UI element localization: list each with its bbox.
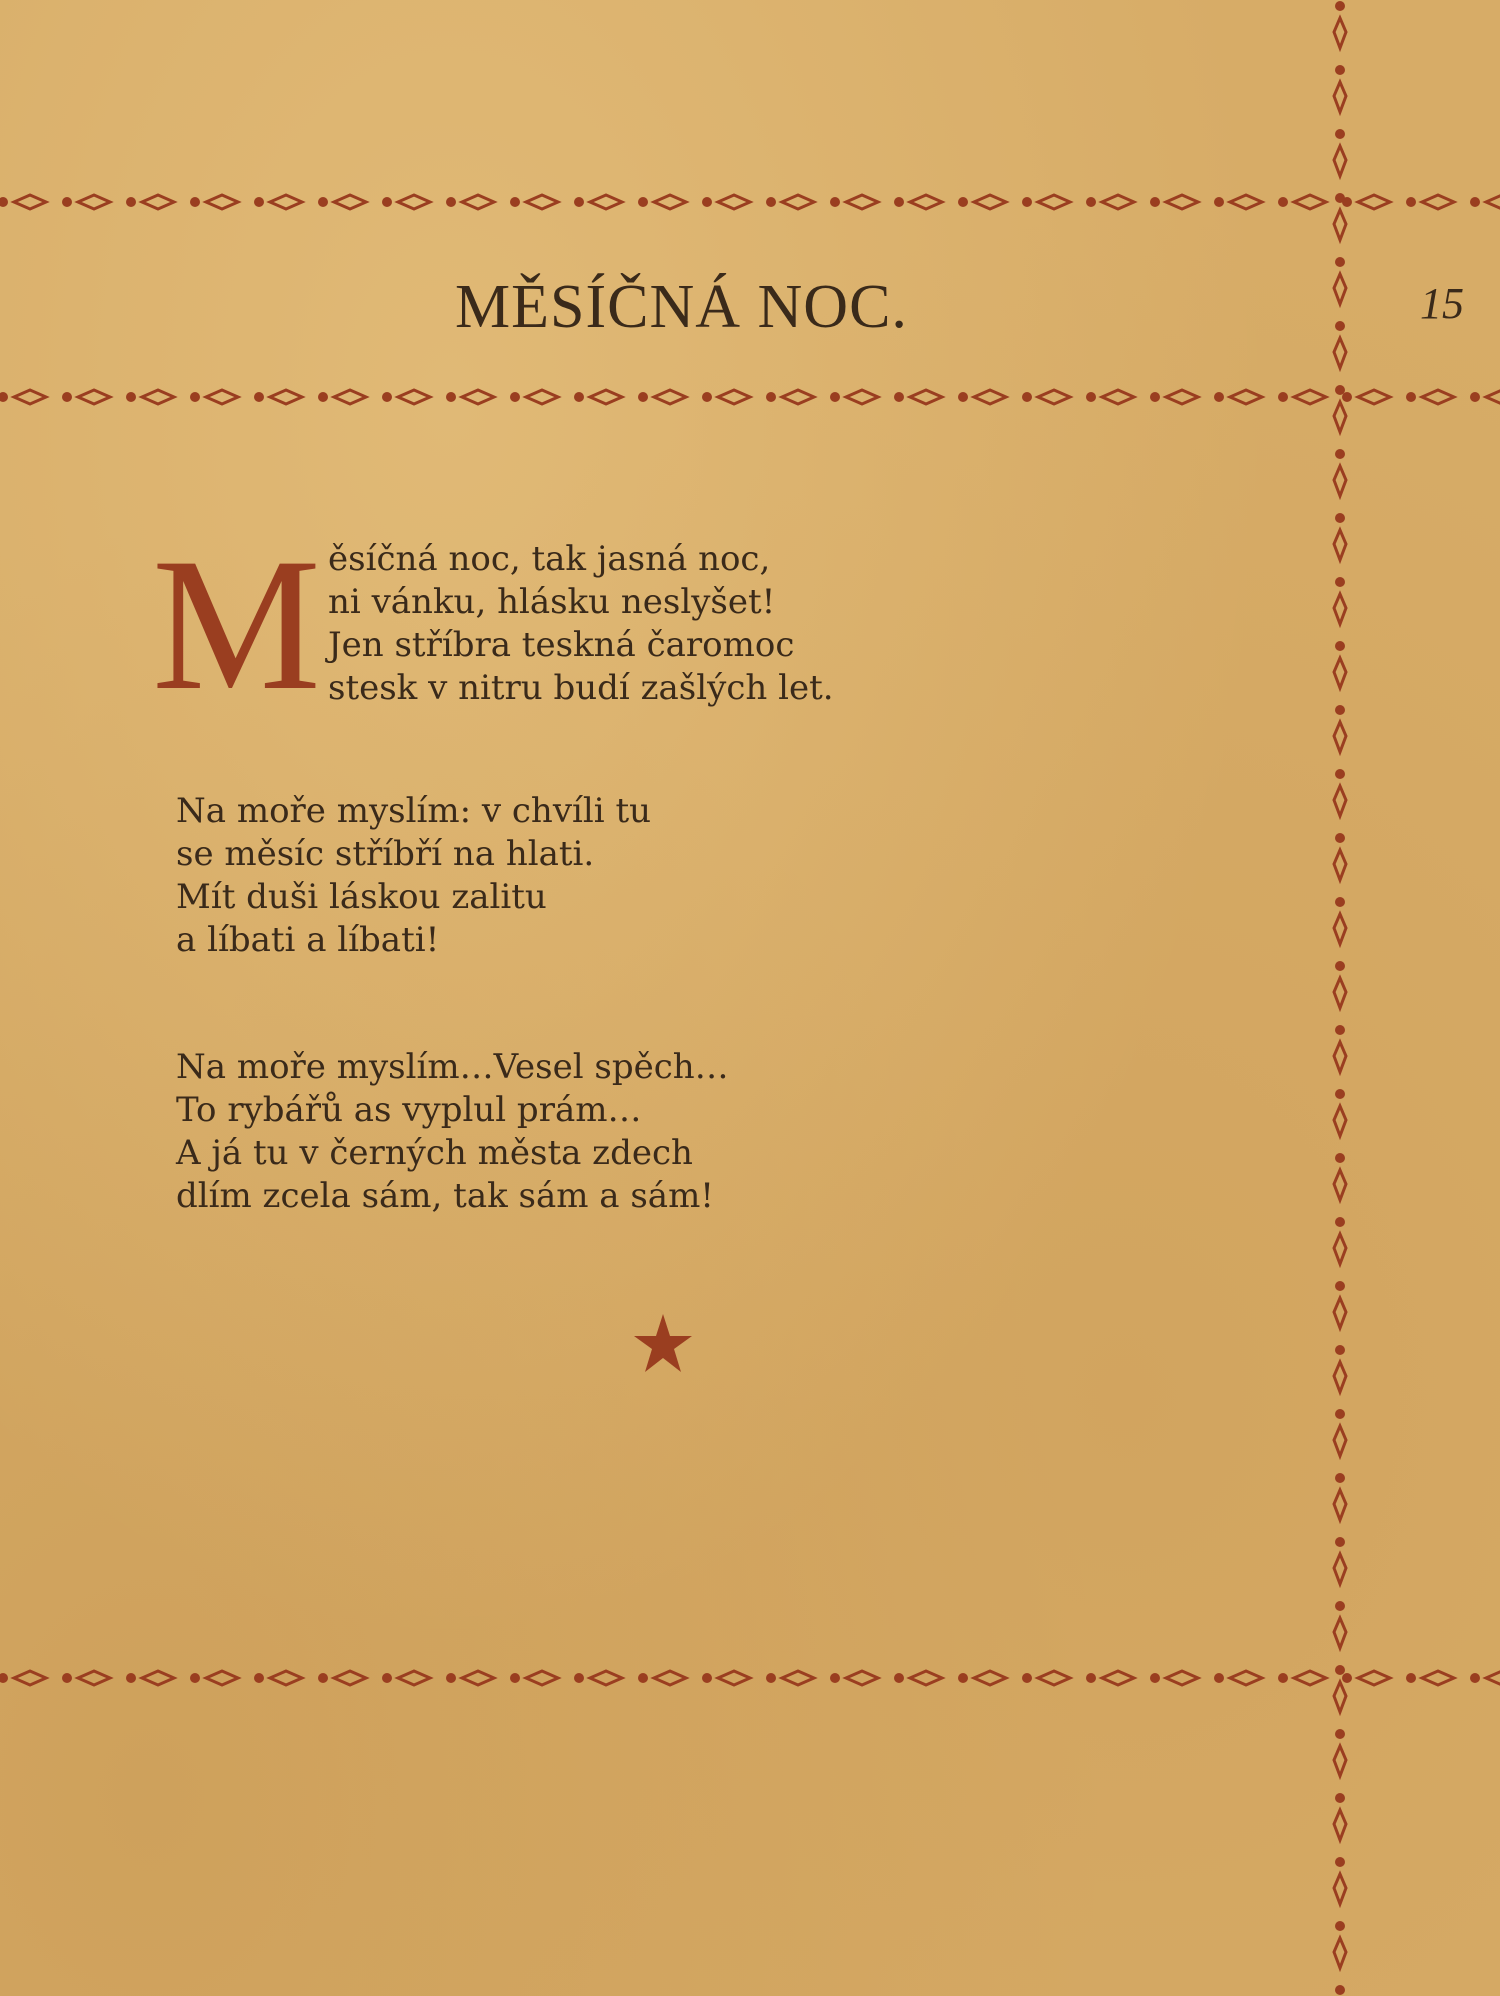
page-number: 15: [1420, 279, 1464, 328]
verse-line: Mít duši láskou zalitu: [176, 877, 547, 917]
stanza-1: [328, 538, 834, 710]
verse-line: ěsíčná noc, tak jasná noc,: [328, 539, 771, 579]
verse-line: stesk v nitru budí zašlých let.: [328, 668, 834, 708]
star-icon: [632, 1312, 694, 1374]
drop-cap: M: [152, 520, 321, 730]
page-title: MĚSÍČNÁ NOC.: [455, 273, 908, 341]
verse-line: To rybářů as vyplul prám…: [176, 1090, 642, 1130]
verse-line: dlím zcela sám, tak sám a sám!: [176, 1176, 714, 1216]
verse-line: se měsíc stříbří na hlati.: [176, 834, 595, 874]
verse-line: A já tu v černých města zdech: [176, 1133, 693, 1173]
right-border-ornament: [1326, 0, 1354, 1996]
verse-line: Na moře myslím…Vesel spěch…: [176, 1047, 729, 1087]
stanza-3: [176, 1046, 729, 1218]
verse-line: ni vánku, hlásku neslyšet!: [328, 582, 776, 622]
verse-line: Na moře myslím: v chvíli tu: [176, 791, 652, 831]
verse-line: Jen stříbra teskná čaromoc: [328, 625, 795, 665]
title-bottom-border-ornament: [0, 385, 1500, 409]
top-border-ornament: [0, 190, 1500, 214]
verse-line: a líbati a líbati!: [176, 920, 440, 960]
stanza-2: [176, 790, 651, 962]
bottom-border-ornament: [0, 1666, 1500, 1690]
